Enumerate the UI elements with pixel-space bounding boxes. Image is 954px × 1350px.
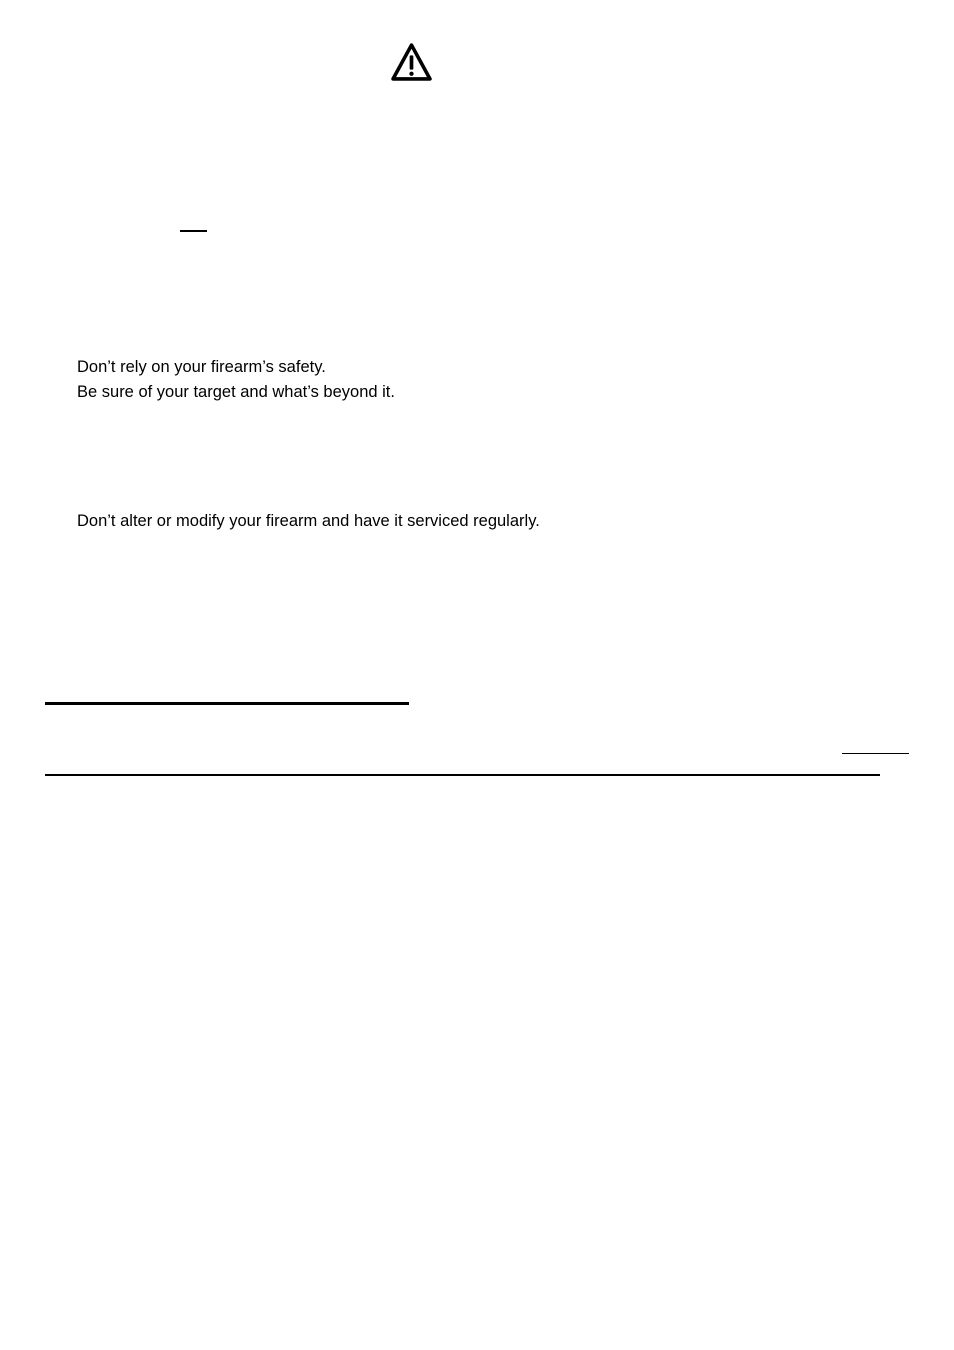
section-rule-left (45, 702, 409, 705)
safety-rule-modify: Don’t alter or modify your firearm and have it serviced regularly. (77, 512, 540, 530)
warning-triangle-icon (391, 42, 432, 83)
safety-rule-target: Be sure of your target and what’s beyond it. (77, 383, 395, 401)
section-rule-right-short (842, 753, 909, 754)
section-rule-full (45, 774, 880, 776)
short-underline-rule (180, 230, 207, 232)
safety-rule-safety: Don’t rely on your firearm’s safety. (77, 358, 326, 376)
